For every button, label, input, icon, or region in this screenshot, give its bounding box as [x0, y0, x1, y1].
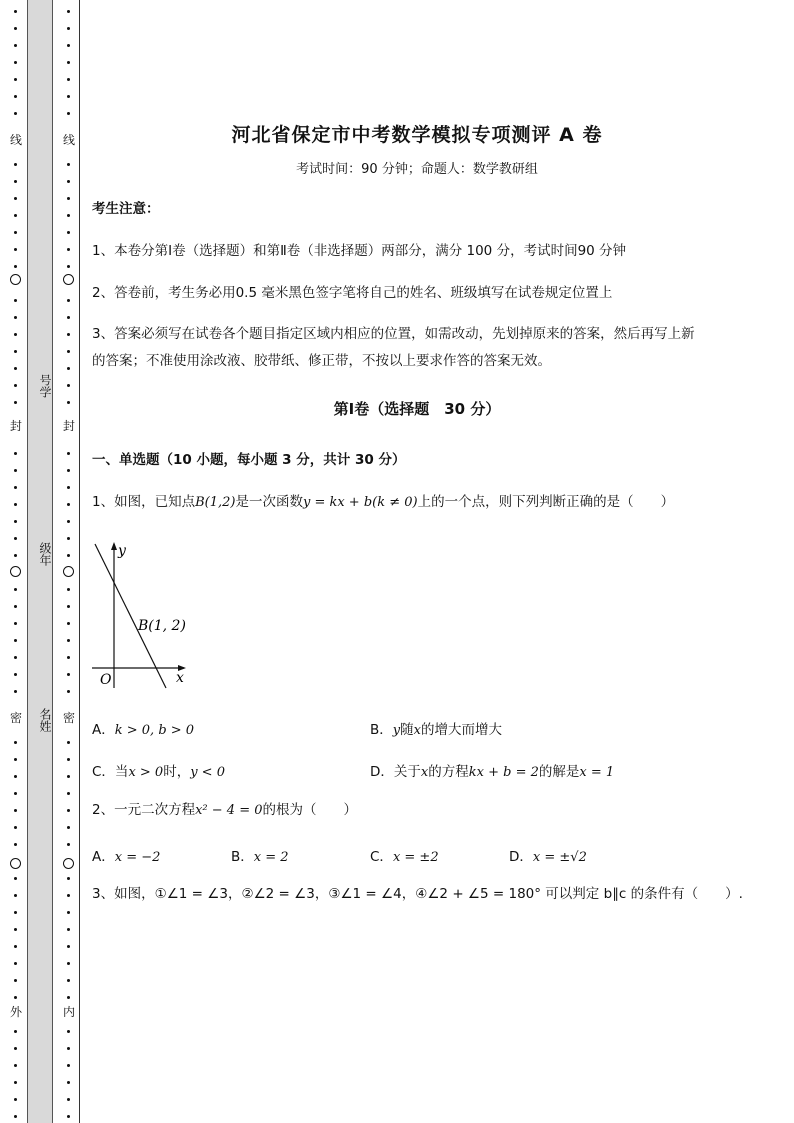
inner-dot: [67, 1064, 70, 1067]
q2-option-d-label: D．: [509, 849, 533, 865]
notice-item-3-cont: 的答案；不准使用涂改液、胶带纸、修正带，不按以上要求作答的答案无效。: [92, 353, 551, 369]
origin-label: O: [100, 672, 112, 688]
inner-dot: [67, 112, 70, 115]
q1-option-b-math: y: [392, 723, 401, 738]
inner-dot: [67, 1030, 70, 1033]
inner-dot: [67, 469, 70, 472]
outer-dot: [14, 877, 17, 880]
outer-dot: [14, 44, 17, 47]
field-name: 名姓: [38, 708, 52, 732]
q1-graph: [92, 540, 192, 690]
function-line: [95, 544, 166, 688]
inner-dot: [67, 61, 70, 64]
inner-circle-icon: [63, 858, 74, 869]
inner-mark: 内: [59, 1006, 79, 1018]
outer-dot: [14, 452, 17, 455]
inner-dot: [67, 452, 70, 455]
inner-dot: [67, 945, 70, 948]
outer-dot: [14, 367, 17, 370]
point-b-label: B(1, 2): [138, 618, 186, 634]
inner-dot: [67, 10, 70, 13]
outer-dot: [14, 588, 17, 591]
inner-dot: [67, 316, 70, 319]
outer-dot: [14, 554, 17, 557]
q1-option-c-label: C．当: [92, 764, 129, 780]
outer-dot: [14, 962, 17, 965]
outer-mark: 封: [6, 420, 26, 432]
q2-option-a-math: x = −2: [114, 850, 161, 865]
inner-dot: [67, 690, 70, 693]
q1-option-d-math2: kx + b = 2: [468, 765, 539, 780]
q1-option-d-math3: x = 1: [579, 765, 615, 780]
inner-dot: [67, 197, 70, 200]
inner-dot: [67, 1081, 70, 1084]
inner-dot: [67, 384, 70, 387]
outer-dot: [14, 758, 17, 761]
question-2: [92, 797, 357, 824]
outer-dot: [14, 894, 17, 897]
inner-dot: [67, 1115, 70, 1118]
outer-dot: [14, 401, 17, 404]
inner-dot: [67, 401, 70, 404]
outer-dot: [14, 503, 17, 506]
outer-dot: [14, 180, 17, 183]
outer-dot: [14, 112, 17, 115]
q2-text-a: 2、一元二次方程: [92, 802, 196, 818]
inner-dot: [67, 639, 70, 642]
q1-option-d-mid: 的方程: [428, 764, 469, 780]
inner-dot: [67, 962, 70, 965]
y-axis-arrow: [111, 542, 117, 550]
inner-dot: [67, 1047, 70, 1050]
inner-dot: [67, 44, 70, 47]
q1-option-c[interactable]: [92, 760, 225, 780]
outer-dot: [14, 299, 17, 302]
inner-dotted-line: [59, 0, 79, 1123]
inner-dot: [67, 877, 70, 880]
outer-dot: [14, 911, 17, 914]
inner-dot: [67, 554, 70, 557]
outer-circle-icon: [10, 566, 21, 577]
outer-dot: [14, 1115, 17, 1118]
inner-dot: [67, 911, 70, 914]
q2-option-d[interactable]: [509, 845, 587, 865]
inner-dot: [67, 843, 70, 846]
outer-dotted-line: [6, 0, 26, 1123]
q1-option-a-math: k > 0, b > 0: [114, 723, 195, 738]
inner-dot: [67, 741, 70, 744]
outer-dot: [14, 826, 17, 829]
q1-option-b[interactable]: [370, 718, 502, 738]
outer-mark: 外: [6, 1006, 26, 1018]
inner-dot: [67, 1098, 70, 1101]
inner-dot: [67, 826, 70, 829]
x-axis-label: x: [176, 670, 184, 686]
q1-point: B(1,2): [195, 495, 236, 510]
outer-dot: [14, 639, 17, 642]
q2-option-b[interactable]: [231, 845, 289, 865]
outer-dot: [14, 333, 17, 336]
q1-text-a: 1、如图，已知点: [92, 494, 196, 510]
exam-title: 河北省保定市中考数学模拟专项测评 A 卷: [231, 124, 603, 146]
outer-dot: [14, 656, 17, 659]
outer-circle-icon: [10, 858, 21, 869]
inner-dot: [67, 350, 70, 353]
outer-dot: [14, 10, 17, 13]
exam-subtitle: 考试时间：90 分钟；命题人：数学教研组: [296, 162, 538, 177]
outer-dot: [14, 350, 17, 353]
q1-function: y = kx + b(k ≠ 0): [302, 495, 418, 510]
q1-option-d-mid2: 的解是: [538, 764, 580, 780]
outer-dot: [14, 945, 17, 948]
outer-dot: [14, 316, 17, 319]
outer-dot: [14, 95, 17, 98]
q2-text-b: 的根为（ ）: [262, 802, 357, 818]
q2-option-a[interactable]: [92, 845, 160, 865]
q1-option-c-mid: 时，: [163, 764, 191, 780]
outer-dot: [14, 622, 17, 625]
inner-dot: [67, 248, 70, 251]
q2-equation: x² − 4 = 0: [195, 803, 263, 818]
inner-mark: 密: [59, 712, 79, 724]
notice-item-3: 3、答案必须写在试卷各个题目指定区域内相应的位置，如需改动，先划掉原来的答案，然后再写上新: [92, 326, 695, 342]
q1-option-d-math: x: [420, 765, 429, 780]
inner-dot: [67, 656, 70, 659]
outer-dot: [14, 1098, 17, 1101]
inner-dot: [67, 792, 70, 795]
inner-dot: [67, 894, 70, 897]
part-heading: 一、单选题（10 小题，每小题 3 分，共计 30 分）: [92, 452, 406, 468]
q1-option-d-label: D．关于: [370, 764, 421, 780]
inner-mark: 封: [59, 420, 79, 432]
outer-dot: [14, 197, 17, 200]
inner-dot: [67, 503, 70, 506]
inner-dot: [67, 588, 70, 591]
y-axis-label: y: [118, 543, 126, 559]
inner-circle-icon: [63, 274, 74, 285]
inner-dot: [67, 673, 70, 676]
outer-dot: [14, 231, 17, 234]
question-3: 3、如图，①∠1 = ∠3，②∠2 = ∠3，③∠1 = ∠4，④∠2 + ∠5 = 180° 可以判定 b∥c 的条件有（ ）.: [92, 886, 743, 902]
inner-dot: [67, 928, 70, 931]
inner-dot: [67, 231, 70, 234]
outer-dot: [14, 78, 17, 81]
outer-dot: [14, 690, 17, 693]
inner-dot: [67, 95, 70, 98]
inner-dot: [67, 758, 70, 761]
q1-option-b-label: B．: [370, 722, 393, 738]
outer-dot: [14, 265, 17, 268]
q2-option-c[interactable]: [370, 845, 439, 865]
inner-dot: [67, 265, 70, 268]
outer-dot: [14, 1030, 17, 1033]
outer-dot: [14, 928, 17, 931]
q1-option-b-mid: 随: [400, 722, 414, 738]
inner-dot: [67, 27, 70, 30]
outer-dot: [14, 486, 17, 489]
outer-dot: [14, 1081, 17, 1084]
outer-mark: 密: [6, 712, 26, 724]
inner-dot: [67, 367, 70, 370]
outer-dot: [14, 741, 17, 744]
section-title: 第Ⅰ卷（选择题 30 分）: [333, 400, 501, 418]
margin-rule: [79, 0, 80, 1123]
outer-dot: [14, 809, 17, 812]
notice-item-2: 2、答卷前，考生务必用0.5 毫米黑色签字笔将自己的姓名、班级填写在试卷规定位置上: [92, 285, 613, 301]
q1-option-d[interactable]: [370, 760, 614, 780]
outer-dot: [14, 27, 17, 30]
inner-circle-icon: [63, 566, 74, 577]
inner-dot: [67, 163, 70, 166]
inner-dot: [67, 299, 70, 302]
field-student-number: 号学: [38, 374, 52, 398]
outer-dot: [14, 1047, 17, 1050]
outer-dot: [14, 469, 17, 472]
q2-option-b-label: B．: [231, 849, 254, 865]
outer-dot: [14, 673, 17, 676]
inner-dot: [67, 809, 70, 812]
outer-mark: 线: [6, 134, 26, 146]
outer-circle-icon: [10, 274, 21, 285]
q1-text-c: 上的一个点，则下列判断正确的是（ ）: [417, 494, 675, 510]
outer-dot: [14, 248, 17, 251]
inner-dot: [67, 214, 70, 217]
outer-dot: [14, 792, 17, 795]
q2-option-c-label: C．: [370, 849, 393, 865]
outer-dot: [14, 163, 17, 166]
outer-dot: [14, 537, 17, 540]
notice-heading: 考生注意：: [92, 201, 160, 217]
q2-option-a-label: A．: [92, 849, 115, 865]
inner-dot: [67, 996, 70, 999]
q1-option-c-math2: y < 0: [190, 765, 225, 780]
inner-dot: [67, 537, 70, 540]
q1-option-a-label: A．: [92, 722, 115, 738]
inner-mark: 线: [59, 134, 79, 146]
q2-option-b-math: x = 2: [253, 850, 289, 865]
inner-dot: [67, 605, 70, 608]
notice-item-1: 1、本卷分第Ⅰ卷（选择题）和第Ⅱ卷（非选择题）两部分，满分 100 分，考试时间90 分钟: [92, 243, 627, 259]
inner-dot: [67, 979, 70, 982]
inner-dot: [67, 520, 70, 523]
outer-dot: [14, 843, 17, 846]
outer-dot: [14, 605, 17, 608]
inner-dot: [67, 486, 70, 489]
q2-option-d-math: x = ±√2: [532, 850, 587, 865]
q1-option-a[interactable]: [92, 718, 194, 738]
outer-dot: [14, 775, 17, 778]
outer-dot: [14, 1064, 17, 1067]
outer-dot: [14, 61, 17, 64]
q1-option-b-after: 的增大而增大: [420, 722, 502, 738]
inner-dot: [67, 622, 70, 625]
inner-dot: [67, 180, 70, 183]
inner-dot: [67, 78, 70, 81]
outer-dot: [14, 979, 17, 982]
field-grade: 级年: [38, 542, 52, 566]
q1-text-b: 是一次函数: [235, 494, 303, 510]
student-info-strip: [27, 0, 53, 1123]
outer-dot: [14, 996, 17, 999]
outer-dot: [14, 214, 17, 217]
inner-dot: [67, 333, 70, 336]
outer-dot: [14, 384, 17, 387]
q1-option-b-math2: x: [413, 723, 421, 738]
question-1: [92, 489, 674, 516]
q1-option-c-math: x > 0: [128, 765, 164, 780]
q2-option-c-math: x = ±2: [392, 850, 439, 865]
inner-dot: [67, 775, 70, 778]
outer-dot: [14, 520, 17, 523]
